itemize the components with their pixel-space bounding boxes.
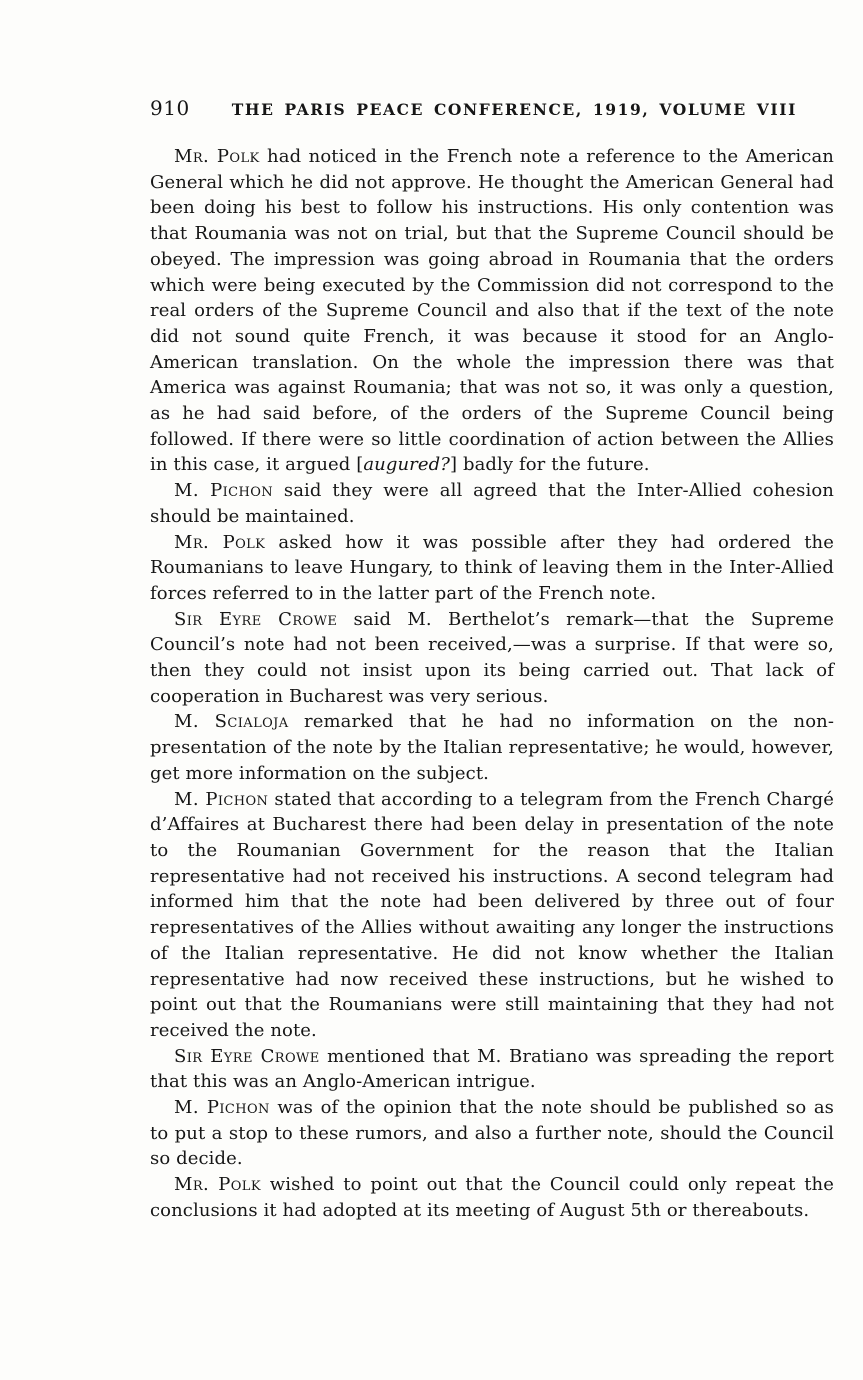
speaker-name: M. Pichon [174,1097,270,1119]
speaker-name: M. Pichon [174,788,269,810]
header-title: THE PARIS PEACE CONFERENCE, 1919, VOLUME VIII [231,100,797,119]
paragraph-text-italic: augured? [363,454,451,476]
paragraph [150,1172,834,1223]
paragraph-text: asked how it was possible after they had ordered the Roumanians to leave Hungary, to think of leaving them in the Inter-Allied forces referred to in the latter part of the French note. [150,531,834,604]
paragraph-text: mentioned that M. Bratiano was spreading the report that this was an Anglo-American intrigue. [150,1045,834,1093]
paragraph [150,478,834,529]
paragraph [150,530,834,607]
page-number: 910 [150,96,190,120]
speaker-name: Sir Eyre Crowe [174,1045,320,1067]
paragraph-text: wished to point out that the Council could only repeat the conclusions it had adopted at its meeting of August 5th or thereabouts. [150,1174,834,1221]
paragraph [150,607,834,710]
paragraph-text: said M. Berthelot’s remark—that the Supreme Council’s note had not been received,—was a surprise. If that were so, then they could not insist upon its being carried out. That lack of cooperation in Bucharest was very serious. [150,608,834,707]
paragraph [150,709,834,786]
paragraph-text: said they were all agreed that the Inter-Allied cohesion should be maintained. [150,480,834,527]
paragraph [150,144,834,478]
page-content [150,96,834,1224]
paragraph [150,787,834,1044]
speaker-name: Mr. Polk [174,146,260,167]
paragraph-text-cont: ] badly for the future. [450,454,650,476]
speaker-name: Mr. Polk [174,531,266,553]
paragraph-text: remarked that he had no information on the non-presentation of the note by the Italian representative; he would, however, get more information on the subject. [150,711,834,784]
paragraph-text: had noticed in the French note a reference to the American General which he did not approve. He thought the American General had been doing his best to follow his instructions. His only contention was that Roumania was not on trial, but that the Supreme Council should be obeyed. The impression was going abroad in Roumania that the orders which were being executed by the Commission did not correspond to the real orders of the Supreme Council and also that if the text of the note did not sound quite French, it was because it stood for an Anglo-American translation. On the whole the impression there was that America was against Roumania; that was not so, it was only a question, as he had said before, of the orders of the Supreme Council being followed. If there were so little coordination of action between the Allies in this case, it argued [ [150,146,834,476]
speaker-name: M. Scialoja [174,711,289,733]
paragraph [150,1095,834,1172]
paragraph [150,1044,834,1095]
speaker-name: Sir Eyre Crowe [174,608,338,630]
page-body [150,144,834,1224]
paragraph-text: stated that according to a telegram from the French Chargé d’Affaires at Bucharest there had been delay in presentation of the note to the Roumanian Government for the reason that the Italian representative had not received his instructions. A second telegram had informed him that the note had been delivered by three out of four representatives of the Allies without awaiting any longer the instructions of the Italian representative. He did not know whether the Italian representative had now received these instructions, but he wished to point out that the Roumanians were still maintaining that they had not received the note. [150,788,834,1041]
speaker-name: M. Pichon [174,480,274,502]
speaker-name: Mr. Polk [174,1174,261,1196]
page-header [150,96,834,120]
paragraph-text: was of the opinion that the note should be published so as to put a stop to these rumors, and also a further note, should the Council so decide. [150,1097,834,1170]
